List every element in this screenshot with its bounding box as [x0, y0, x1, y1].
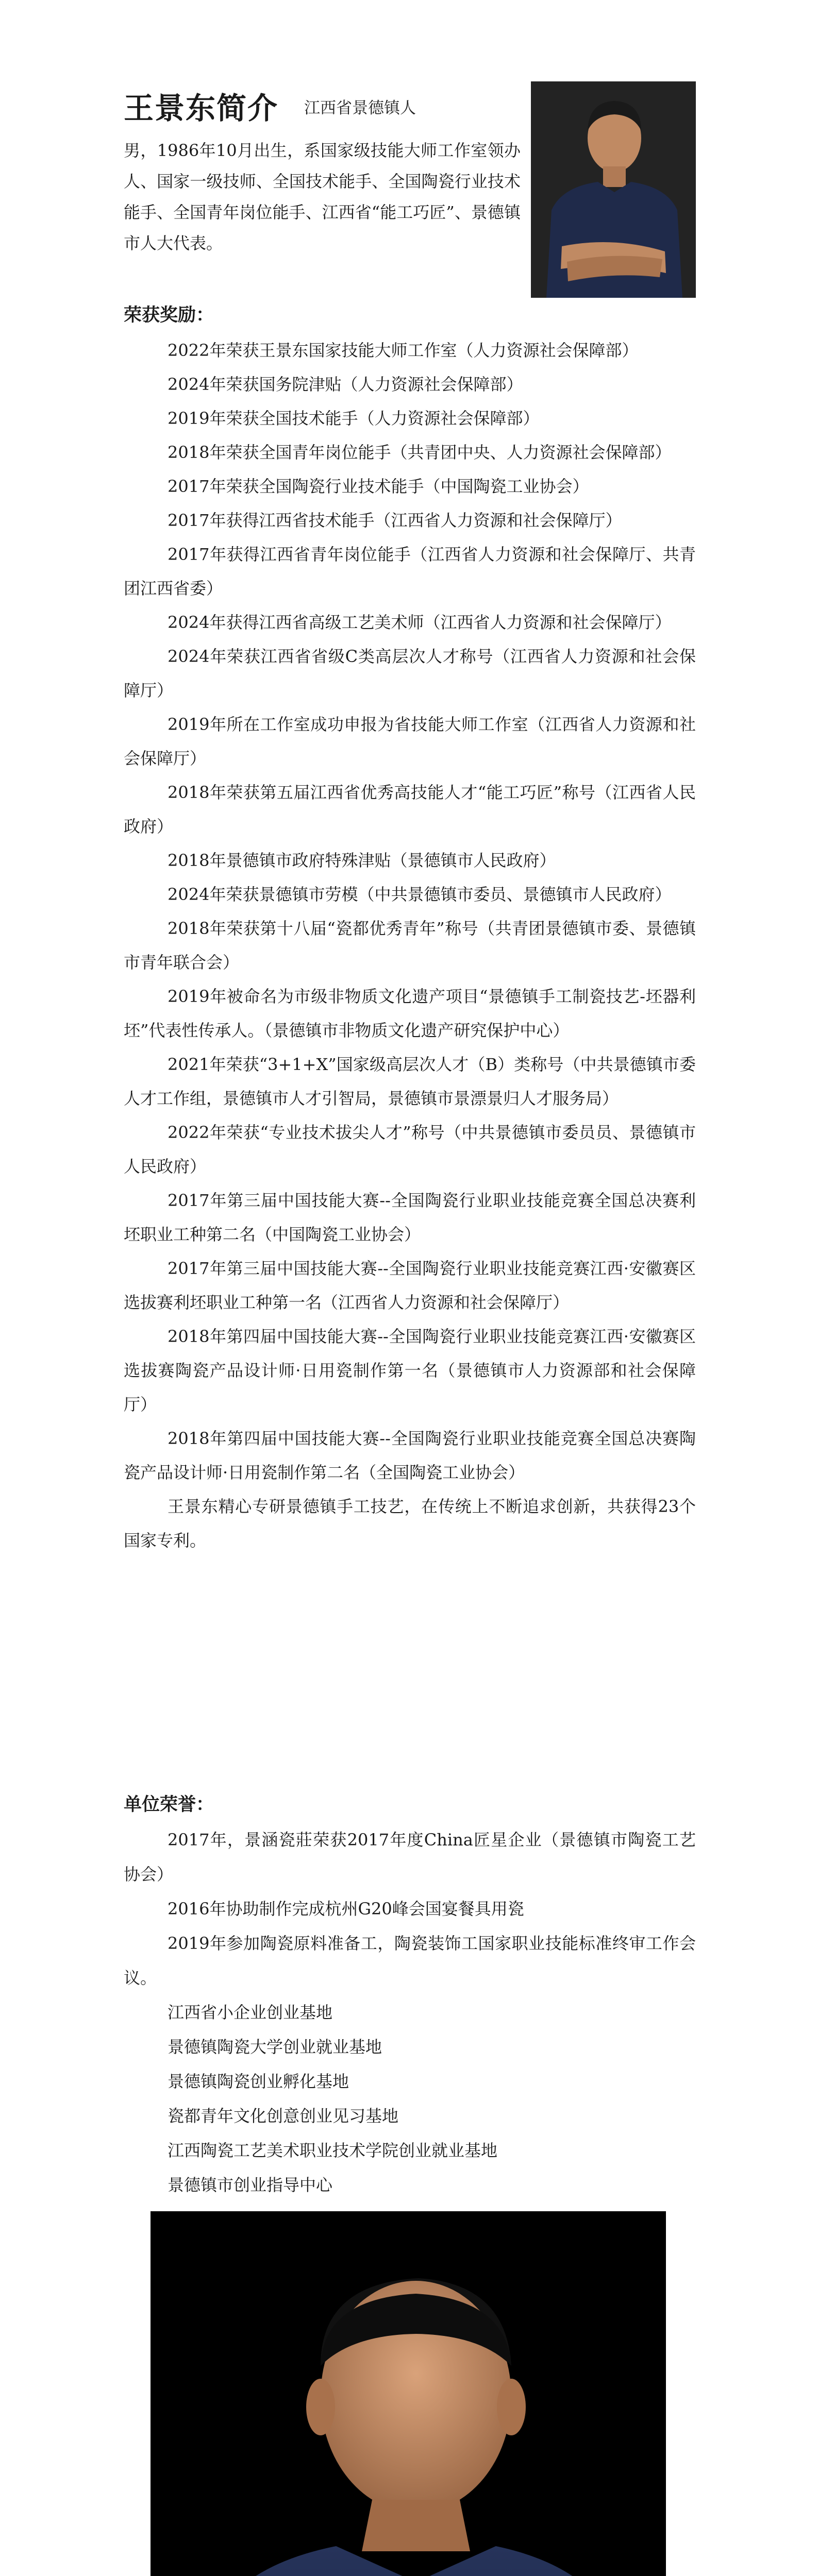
list-item: 2024年荣获国务院津贴（人力资源社会保障部）: [168, 375, 523, 394]
honors-section-title: 荣获奖励：: [124, 304, 214, 326]
list-item: 2022年荣获王景东国家技能大师工作室（人力资源社会保障部）: [168, 341, 639, 360]
portrait-small-photo: [531, 81, 696, 298]
portrait-photo-icon: [151, 2211, 666, 2576]
units-section-title: 单位荣誉：: [124, 1794, 214, 1815]
document-header: [124, 88, 526, 129]
list-item: 景德镇陶瓷大学创业就业基地: [168, 2037, 382, 2057]
list-item: 2018年荣获第十八届“瓷都优秀青年”称号（共青团景德镇市委、景德镇市青年联合会）: [124, 919, 696, 972]
list-item: 2024年获得江西省高级工艺美术师（江西省人力资源和社会保障厅）: [168, 613, 672, 632]
list-item: 2024年荣获景德镇市劳模（中共景德镇市委员、景德镇市人民政府）: [168, 885, 672, 904]
list-item: 2019年被命名为市级非物质文化遗产项目“景德镇手工制瓷技艺-坯器利坯”代表性传承人。（景德镇市非物质文化遗产研究保护中心）: [124, 987, 696, 1040]
intro-paragraph: 男，1986年10月出生，系国家级技能大师工作室领办人、国家一级技师、全国技术能手、全国陶瓷行业技术能手、全国青年岗位能手、江西省“能工巧匠”、景德镇市人大代表。: [124, 141, 521, 253]
list-item: 江西陶瓷工艺美术职业技术学院创业就业基地: [168, 2141, 498, 2160]
list-item: 2017年荣获全国陶瓷行业技术能手（中国陶瓷工业协会）: [168, 477, 589, 496]
list-item: 2018年第四届中国技能大赛--全国陶瓷行业职业技能竞赛江西·安徽赛区选拔赛陶瓷产品设计师·日用瓷制作第一名（景德镇市人力资源部和社会保障厅）: [124, 1327, 696, 1414]
portrait-large-photo: [151, 2211, 666, 2576]
list-item: 2018年荣获第五届江西省优秀高技能人才“能工巧匠”称号（江西省人民政府）: [124, 783, 696, 836]
list-item: 瓷都青年文化创意创业见习基地: [168, 2106, 399, 2126]
list-item: 景德镇陶瓷创业孵化基地: [168, 2072, 349, 2091]
list-item: 江西省小企业创业基地: [168, 2003, 333, 2022]
list-item: 2019年所在工作室成功申报为省技能大师工作室（江西省人力资源和社会保障厅）: [124, 715, 696, 768]
list-item: 2018年荣获全国青年岗位能手（共青团中央、人力资源社会保障部）: [168, 443, 672, 462]
page-title: 王景东简介: [124, 91, 279, 126]
list-item: 2017年获得江西省技术能手（江西省人力资源和社会保障厅）: [168, 511, 622, 530]
portrait-photo-icon: [531, 81, 696, 298]
list-item: 2017年获得江西省青年岗位能手（江西省人力资源和社会保障厅、共青团江西省委）: [124, 545, 696, 598]
list-item: 2017年，景涵瓷莊荣获2017年度China匠星企业（景德镇市陶瓷工艺协会）: [124, 1830, 696, 1884]
list-item: 景德镇市创业指导中心: [168, 2175, 333, 2195]
list-item: 2016年协助制作完成杭州G20峰会国宴餐具用瓷: [168, 1899, 524, 1919]
list-item: 2022年荣获“专业技术拔尖人才”称号（中共景德镇市委员员、景德镇市人民政府）: [124, 1123, 696, 1176]
list-item: 2021年荣获“3+1+X”国家级高层次人才（B）类称号（中共景德镇市委人才工作组，景德镇市人才引智局，景德镇市景漂景归人才服务局）: [124, 1055, 696, 1108]
list-item: 王景东精心专研景德镇手工技艺，在传统上不断追求创新，共获得23个国家专利。: [124, 1497, 696, 1550]
list-item: 2017年第三届中国技能大赛--全国陶瓷行业职业技能竞赛全国总决赛利坯职业工种第二名（中国陶瓷工业协会）: [124, 1191, 696, 1244]
list-item: 2019年参加陶瓷原料准备工，陶瓷装饰工国家职业技能标准终审工作会议。: [124, 1934, 696, 1988]
list-item: 2018年景德镇市政府特殊津贴（景德镇市人民政府）: [168, 851, 556, 870]
list-item: 2024年荣获江西省省级C类高层次人才称号（江西省人力资源和社会保障厅）: [124, 647, 696, 700]
list-item: 2018年第四届中国技能大赛--全国陶瓷行业职业技能竞赛全国总决赛陶瓷产品设计师·日用瓷制作第二名（全国陶瓷工业协会）: [124, 1429, 696, 1482]
list-item: 2019年荣获全国技术能手（人力资源社会保障部）: [168, 409, 540, 428]
units-list: [124, 1823, 696, 2202]
list-item: 2017年第三届中国技能大赛--全国陶瓷行业职业技能竞赛江西·安徽赛区选拔赛利坯职业工种第一名（江西省人力资源和社会保障厅）: [124, 1259, 696, 1312]
honors-list: [124, 333, 696, 1557]
page-subtitle: 江西省景德镇人: [304, 99, 416, 117]
